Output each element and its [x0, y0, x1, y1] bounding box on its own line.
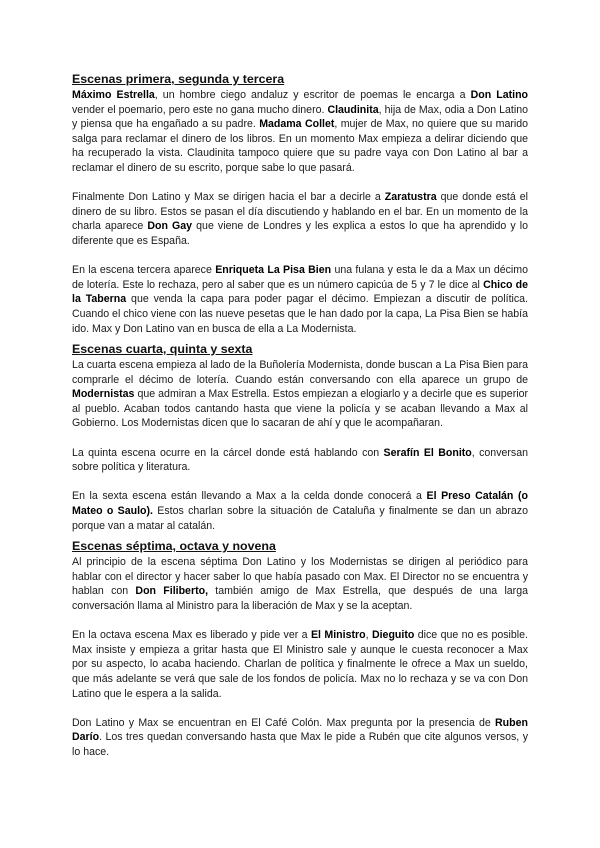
bold-name: Chico de la Taberna: [72, 278, 529, 306]
text-run: también amigo de Max Estrella, que después de una larga conversación llama al Ministro para la liberación de Max y se la aceptan.: [72, 585, 528, 612]
paragraph: [72, 446, 528, 475]
text-run: En la escena tercera aparece: [72, 264, 216, 277]
text-run: dice que no es posible. Max insiste y empieza a gritar hasta que El Ministro sale y aunque le cuesta reconocer a Max por su aspecto, lo acaba haciendo. Charlan de política y finalmente le ofrece a Max un sueldo, que más adelante se verá que sale de los fondos de policía. Max no lo rechaza y se va con Don Latino que le espera a la salida.: [72, 629, 528, 700]
text-run: , hija de Max, odia a Don Latino y piensa que ha engañado a su padre.: [72, 103, 528, 131]
bold-name: El Ministro: [310, 629, 366, 642]
section-2: [72, 342, 528, 533]
paragraph: [72, 263, 528, 336]
text-run: que venda la capa para poder pagar el décimo. Empiezan a discutir de política. Cuando el chico viene con las nueve pesetas que le han dado por la capa, La Pisa Bien se había ido. Max y Don Latino van en busca de ella a La Modernista.: [72, 293, 528, 335]
section-3: [72, 539, 528, 759]
bold-name: Claudinita: [327, 103, 379, 116]
text-run: que donde está el dinero de su libro. Estos se pasan el día discutiendo y hablando en el bar. En un momento de la charla aparece: [72, 191, 528, 233]
text-run: que admiran a Max Estrella. Estos empiezan a elogiarlo y a decirle que es superior al pueblo. Acaban todos cantando hasta que viene la policía y se acaban llevando a Max al Gobierno. Los Modernistas dicen que lo sacaran de ahí y que le acompañaran.: [72, 388, 528, 430]
section-heading: Escenas séptima, octava y novena: [72, 539, 276, 554]
section-heading: Escenas primera, segunda y tercera: [72, 72, 285, 86]
section-heading: Escenas cuarta, quinta y sexta: [72, 342, 253, 357]
text-run: La quinta escena ocurre en la cárcel donde está hablando con: [72, 446, 384, 459]
bold-name: El Preso Catalán (o Mateo o Saulo).: [72, 490, 528, 518]
paragraph: [72, 358, 528, 431]
text-run: , conversan sobre política y literatura.: [72, 446, 528, 474]
section-1: [72, 72, 528, 336]
paragraph: [72, 190, 528, 248]
paragraph: [72, 489, 528, 533]
bold-name: Ruben Darío: [72, 716, 528, 744]
text-run: , un hombre ciego andaluz y escritor de poemas le encarga a: [154, 89, 471, 101]
bold-name: Enriqueta La Pisa Bien: [215, 264, 332, 277]
bold-name: Zaratustra: [384, 191, 437, 204]
text-run: Don Latino y Max se encuentran en El Café Colón. Max pregunta por la presencia de: [72, 716, 496, 729]
bold-name: Dieguito: [371, 629, 415, 642]
text-run: Al principio de la escena séptima Don Latino y los Modernistas se dirigen al periódico para hablar con el director y hacer saber lo que había pasado con Max. El Director no se encuentra y hablan con: [72, 556, 528, 598]
text-run: En la sexta escena están llevando a Max a la celda donde conocerá a: [72, 490, 427, 503]
text-run: ,: [365, 629, 372, 642]
bold-name: Modernistas: [72, 388, 135, 401]
text-run: Estos charlan sobre la situación de Cataluña y finalmente se dan un abrazo porque van a matar al catalán.: [72, 505, 528, 532]
text-run: Finalmente Don Latino y Max se dirigen hacia el bar a decirle a: [72, 191, 385, 204]
bold-name: Don Gay: [147, 220, 193, 233]
bold-name: Don Filiberto,: [135, 585, 209, 598]
bold-name: Don Latino: [470, 89, 529, 101]
bold-name: Madama Collet: [259, 118, 335, 131]
document-page: [72, 72, 528, 766]
bold-name: Serafín El Bonito: [383, 446, 472, 459]
text-run: . Los tres quedan conversando hasta que Max le pide a Rubén que cite algunos versos, y lo hace.: [72, 731, 528, 758]
paragraph: [72, 88, 528, 176]
paragraph: [72, 716, 528, 760]
bold-name: Máximo Estrella: [72, 89, 155, 101]
text-run: La cuarta escena empieza al lado de la Buñolería Modernista, donde buscan a La Pisa Bien para comprarle el décimo de lotería. Cuando están conversando con ella aparece un grupo de: [72, 359, 528, 386]
text-run: vender el poemario, pero este no gana mucho dinero.: [72, 103, 328, 116]
paragraph: [72, 555, 528, 613]
text-run: , mujer de Max, no quiere que su marido salga para reclamar el dinero de los libros. En un momento Max empieza a delirar diciendo que ha recuperado la vista. Claudinita tampoco quiere que su padre vaya con Don Latino al bar a reclamar el dinero de su escrito, porque sabe lo que pasará.: [72, 118, 528, 174]
text-run: una fulana y esta le da a Max un décimo de lotería. Este lo rechaza, pero al saber que es un número capicúa de 5 y 7 le dice al: [72, 264, 528, 291]
text-run: que viene de Londres y les explica a estos lo que ha aprendido y lo diferente que es España.: [72, 220, 528, 247]
text-run: En la octava escena Max es liberado y pide ver a: [72, 629, 311, 642]
paragraph: [72, 628, 528, 701]
